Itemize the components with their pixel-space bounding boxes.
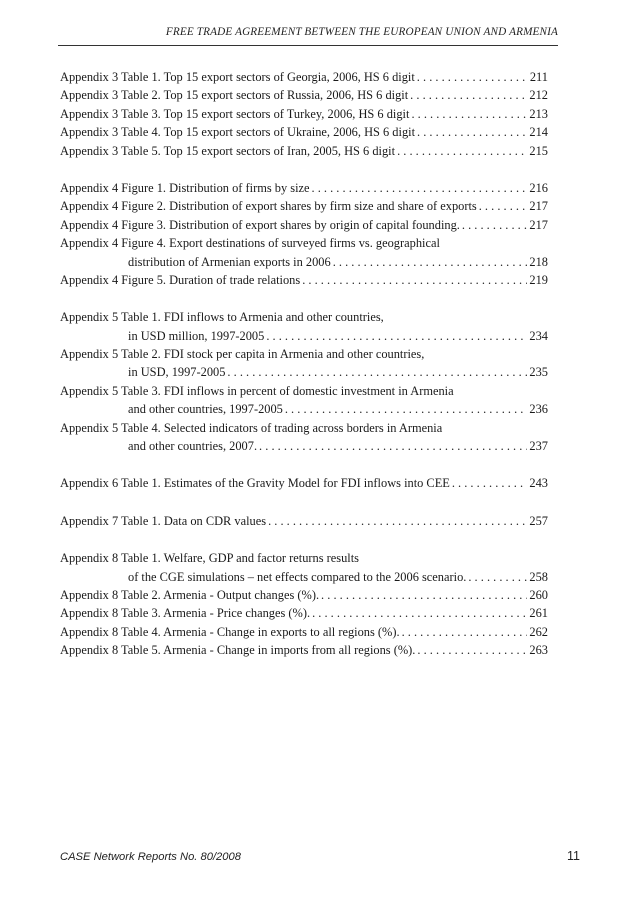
table-of-contents <box>60 68 548 679</box>
toc-entry[interactable] <box>60 382 548 419</box>
toc-page-number: 260 <box>529 587 548 602</box>
toc-entry[interactable] <box>60 641 548 659</box>
dot-leader <box>466 568 527 586</box>
toc-entry[interactable] <box>60 179 548 197</box>
toc-page-number: 213 <box>529 106 548 121</box>
toc-entry-line <box>60 142 548 160</box>
toc-entry[interactable] <box>60 604 548 622</box>
toc-entry-title: Appendix 5 Table 3. FDI inflows in percent of domestic investment in Armenia <box>60 383 454 398</box>
toc-entry[interactable] <box>60 86 548 104</box>
toc-entry-title: distribution of Armenian exports in 2006 <box>128 254 331 269</box>
toc-entry-title: Appendix 4 Figure 1. Distribution of firms by size <box>60 180 310 195</box>
toc-entry-line <box>60 382 548 400</box>
toc-page-number: 236 <box>529 402 548 417</box>
toc-entry[interactable] <box>60 512 548 530</box>
toc-entry-title: in USD million, 1997-2005 <box>128 328 265 343</box>
toc-entry-title: Appendix 5 Table 1. FDI inflows to Armenia and other countries, <box>60 310 384 325</box>
toc-entry[interactable] <box>60 216 548 234</box>
toc-entry-line <box>60 474 548 492</box>
dot-leader <box>331 253 528 271</box>
toc-entry-title: Appendix 8 Table 5. Armenia - Change in imports from all regions (%). <box>60 643 416 658</box>
toc-entry-title: Appendix 3 Table 3. Top 15 export sectors of Turkey, 2006, HS 6 digit <box>60 106 410 121</box>
dot-leader <box>300 271 527 289</box>
dot-leader <box>310 604 527 622</box>
toc-entry-line <box>60 586 548 604</box>
toc-entry-title: Appendix 6 Table 1. Estimates of the Gravity Model for FDI inflows into CEE <box>60 476 450 491</box>
toc-page-number: 257 <box>529 513 548 528</box>
dot-leader <box>477 197 528 215</box>
toc-page-number: 211 <box>529 70 548 84</box>
toc-page-number: 219 <box>529 272 548 287</box>
toc-page-number: 262 <box>529 624 548 639</box>
toc-entry-line <box>60 419 548 437</box>
toc-entry-line <box>60 568 548 586</box>
toc-entry-line <box>60 179 548 197</box>
toc-page-number: 215 <box>529 143 548 158</box>
toc-entry-line <box>60 86 548 104</box>
toc-entry-title: Appendix 7 Table 1. Data on CDR values <box>60 513 267 528</box>
header-rule <box>58 45 558 46</box>
toc-entry-title: Appendix 3 Table 5. Top 15 export sectors of Iran, 2005, HS 6 digit <box>60 143 396 158</box>
toc-page-number: 214 <box>529 125 548 140</box>
toc-page-number: 261 <box>529 606 548 621</box>
dot-leader <box>264 327 527 345</box>
toc-entry-title: of the CGE simulations – net effects compared to the 2006 scenario. <box>128 569 467 584</box>
dot-leader <box>283 400 528 418</box>
toc-entry-line <box>60 68 548 86</box>
toc-entry-line <box>60 197 548 215</box>
toc-group <box>60 68 548 160</box>
dot-leader <box>310 179 528 197</box>
toc-entry-title: and other countries, 2007. <box>128 439 258 454</box>
toc-page-number: 243 <box>529 476 548 491</box>
toc-group <box>60 308 548 455</box>
toc-entry-line <box>60 641 548 659</box>
dot-leader <box>266 512 527 530</box>
dot-leader <box>409 105 527 123</box>
toc-entry-line <box>60 216 548 234</box>
toc-page-number: 235 <box>529 365 548 380</box>
dot-leader <box>400 623 528 641</box>
dot-leader <box>415 123 527 141</box>
toc-entry-title: Appendix 3 Table 2. Top 15 export sectors of Russia, 2006, HS 6 digit <box>60 88 409 103</box>
toc-entry-title: Appendix 8 Table 4. Armenia - Change in exports to all regions (%). <box>60 624 400 639</box>
toc-entry[interactable] <box>60 105 548 123</box>
toc-entry-line <box>60 604 548 622</box>
toc-entry-title: Appendix 8 Table 1. Welfare, GDP and factor returns results <box>60 551 359 566</box>
toc-entry-line <box>60 345 548 363</box>
toc-entry[interactable] <box>60 308 548 345</box>
toc-entry-title: and other countries, 1997-2005 <box>128 402 283 417</box>
toc-entry-line <box>60 512 548 530</box>
toc-entry[interactable] <box>60 197 548 215</box>
toc-entry-title: Appendix 4 Figure 2. Distribution of export shares by firm size and share of exports <box>60 199 477 214</box>
toc-entry[interactable] <box>60 586 548 604</box>
dot-leader <box>415 641 527 659</box>
toc-page-number: 263 <box>529 643 548 658</box>
toc-entry[interactable] <box>60 474 548 492</box>
dot-leader <box>450 474 528 492</box>
toc-entry-line <box>60 623 548 641</box>
toc-entry[interactable] <box>60 623 548 641</box>
toc-page-number: 217 <box>529 217 548 232</box>
toc-page-number: 237 <box>529 439 548 454</box>
dot-leader <box>415 68 528 86</box>
toc-entry-title: Appendix 8 Table 2. Armenia - Output changes (%). <box>60 587 320 602</box>
toc-entry[interactable] <box>60 271 548 289</box>
toc-entry[interactable] <box>60 419 548 456</box>
toc-entry-line <box>60 549 548 567</box>
toc-entry-line <box>60 400 548 418</box>
toc-entry-title: Appendix 5 Table 2. FDI stock per capita in Armenia and other countries, <box>60 347 425 362</box>
toc-group <box>60 474 548 492</box>
toc-entry[interactable] <box>60 345 548 382</box>
toc-entry-line <box>60 327 548 345</box>
toc-page-number: 212 <box>529 88 548 103</box>
footer-report-title: CASE Network Reports No. 80/2008 <box>60 851 241 863</box>
toc-entry[interactable] <box>60 68 548 86</box>
toc-page-number: 216 <box>529 180 548 195</box>
toc-page-number: 234 <box>529 328 548 343</box>
toc-entry-title: Appendix 4 Figure 5. Duration of trade relations <box>60 272 301 287</box>
toc-page-number: 218 <box>529 254 548 269</box>
toc-page-number: 258 <box>529 569 548 584</box>
toc-page-number: 217 <box>529 199 548 214</box>
toc-entry-title: in USD, 1997-2005 <box>128 365 226 380</box>
toc-entry-title: Appendix 4 Figure 4. Export destinations of surveyed firms vs. geographical <box>60 236 440 251</box>
toc-entry[interactable] <box>60 123 548 141</box>
toc-entry-line <box>60 271 548 289</box>
toc-group <box>60 512 548 530</box>
toc-group <box>60 179 548 289</box>
dot-leader <box>395 142 527 160</box>
toc-entry[interactable] <box>60 549 548 586</box>
toc-entry-line <box>60 105 548 123</box>
running-header: FREE TRADE AGREEMENT BETWEEN THE EUROPEAN UNION AND ARMENIA <box>165 26 558 38</box>
dot-leader <box>460 216 528 234</box>
toc-entry[interactable] <box>60 142 548 160</box>
toc-entry-title: Appendix 4 Figure 3. Distribution of export shares by origin of capital founding. <box>60 217 460 232</box>
toc-entry-line <box>60 123 548 141</box>
dot-leader <box>319 586 527 604</box>
toc-entry-title: Appendix 5 Table 4. Selected indicators of trading across borders in Armenia <box>60 420 443 435</box>
dot-leader <box>257 437 527 455</box>
toc-entry-line <box>60 253 548 271</box>
toc-entry-line <box>60 363 548 381</box>
toc-entry-title: Appendix 3 Table 4. Top 15 export sectors of Ukraine, 2006, HS 6 digit <box>60 125 416 140</box>
toc-entry[interactable] <box>60 234 548 271</box>
toc-entry-title: Appendix 8 Table 3. Armenia - Price changes (%). <box>60 606 311 621</box>
toc-entry-line <box>60 234 548 252</box>
toc-entry-title: Appendix 3 Table 1. Top 15 export sectors of Georgia, 2006, HS 6 digit <box>60 70 415 84</box>
toc-group <box>60 549 548 659</box>
footer-page-number: 11 <box>567 849 580 863</box>
dot-leader <box>408 86 527 104</box>
dot-leader <box>225 363 527 381</box>
toc-entry-line <box>60 308 548 326</box>
toc-entry-line <box>60 437 548 455</box>
